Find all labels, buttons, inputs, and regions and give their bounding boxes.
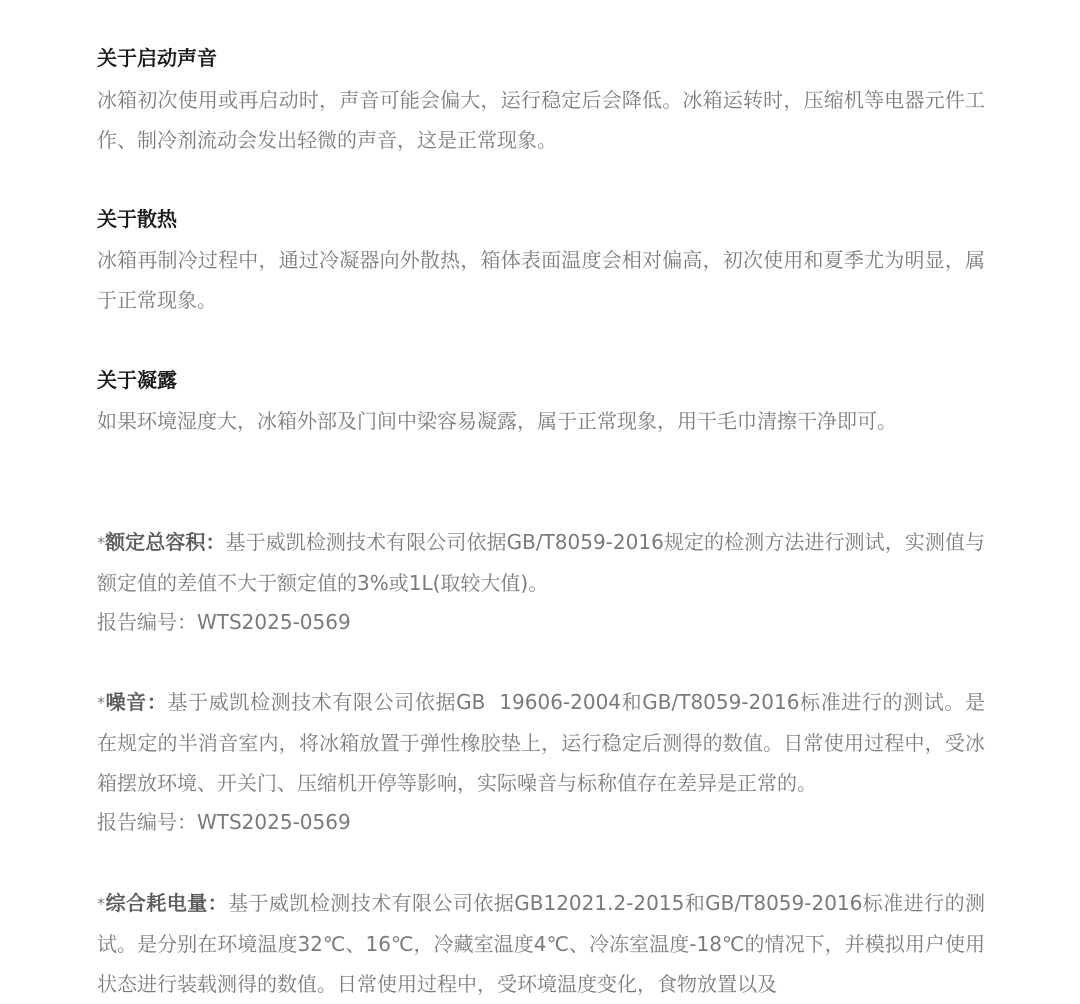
section-title-startup-sound: 关于启动声音 — [97, 46, 217, 70]
note-text-noise: 基于威凯检测技术有限公司依据GB 19606-2004和GB/T8059-2016标准进行的测试。是在规定的半消音室内，将冰箱放置于弹性橡胶垫上，运行稳定后测得的数值。日常使用过程中，受冰箱摆放环境、开关门、压缩机开停等影响，实际噪音与标称值存在差异是正常的。 — [97, 690, 986, 795]
section-title-condensation: 关于凝露 — [97, 368, 177, 392]
report-number-rated-volume: 报告编号：WTS2025-0569 — [97, 610, 351, 634]
note-asterisk: * — [97, 693, 105, 712]
note-noise — [97, 682, 985, 803]
section-body-startup-sound: 冰箱初次使用或再启动时，声音可能会偏大，运行稳定后会降低。冰箱运转时，压缩机等电器元件工作、制冷剂流动会发出轻微的声音，这是正常现象。 — [97, 88, 985, 152]
section-body-heat-dissipation: 冰箱再制冷过程中，通过冷凝器向外散热，箱体表面温度会相对偏高，初次使用和夏季尤为明显，属于正常现象。 — [97, 248, 985, 312]
note-label-power-consumption: 综合耗电量： — [105, 891, 229, 915]
note-text-power-consumption: 基于威凯检测技术有限公司依据GB12021.2-2015和GB/T8059-2016标准进行的测试。是分别在环境温度32℃、16℃，冷藏室温度4℃、冷冻室温度-18℃的情况下，并模拟用户使用状态进行装载测得的数值。日常使用过程中，受环境温度变化，食物放置以及 — [97, 891, 986, 996]
note-asterisk: * — [97, 533, 105, 552]
note-label-noise: 噪音： — [105, 690, 168, 714]
report-number-noise: 报告编号：WTS2025-0569 — [97, 810, 351, 834]
section-body-condensation: 如果环境湿度大，冰箱外部及门间中梁容易凝露，属于正常现象，用干毛巾清擦干净即可。 — [97, 409, 897, 433]
note-asterisk: * — [97, 894, 105, 913]
note-label-rated-volume: 额定总容积： — [105, 530, 226, 554]
note-text-rated-volume: 基于威凯检测技术有限公司依据GB/T8059-2016规定的检测方法进行测试，实测值与额定值的差值不大于额定值的3%或1L(取较大值)。 — [97, 530, 986, 595]
note-rated-volume — [97, 522, 985, 603]
section-title-heat-dissipation: 关于散热 — [97, 207, 177, 231]
note-power-consumption — [97, 883, 985, 1004]
